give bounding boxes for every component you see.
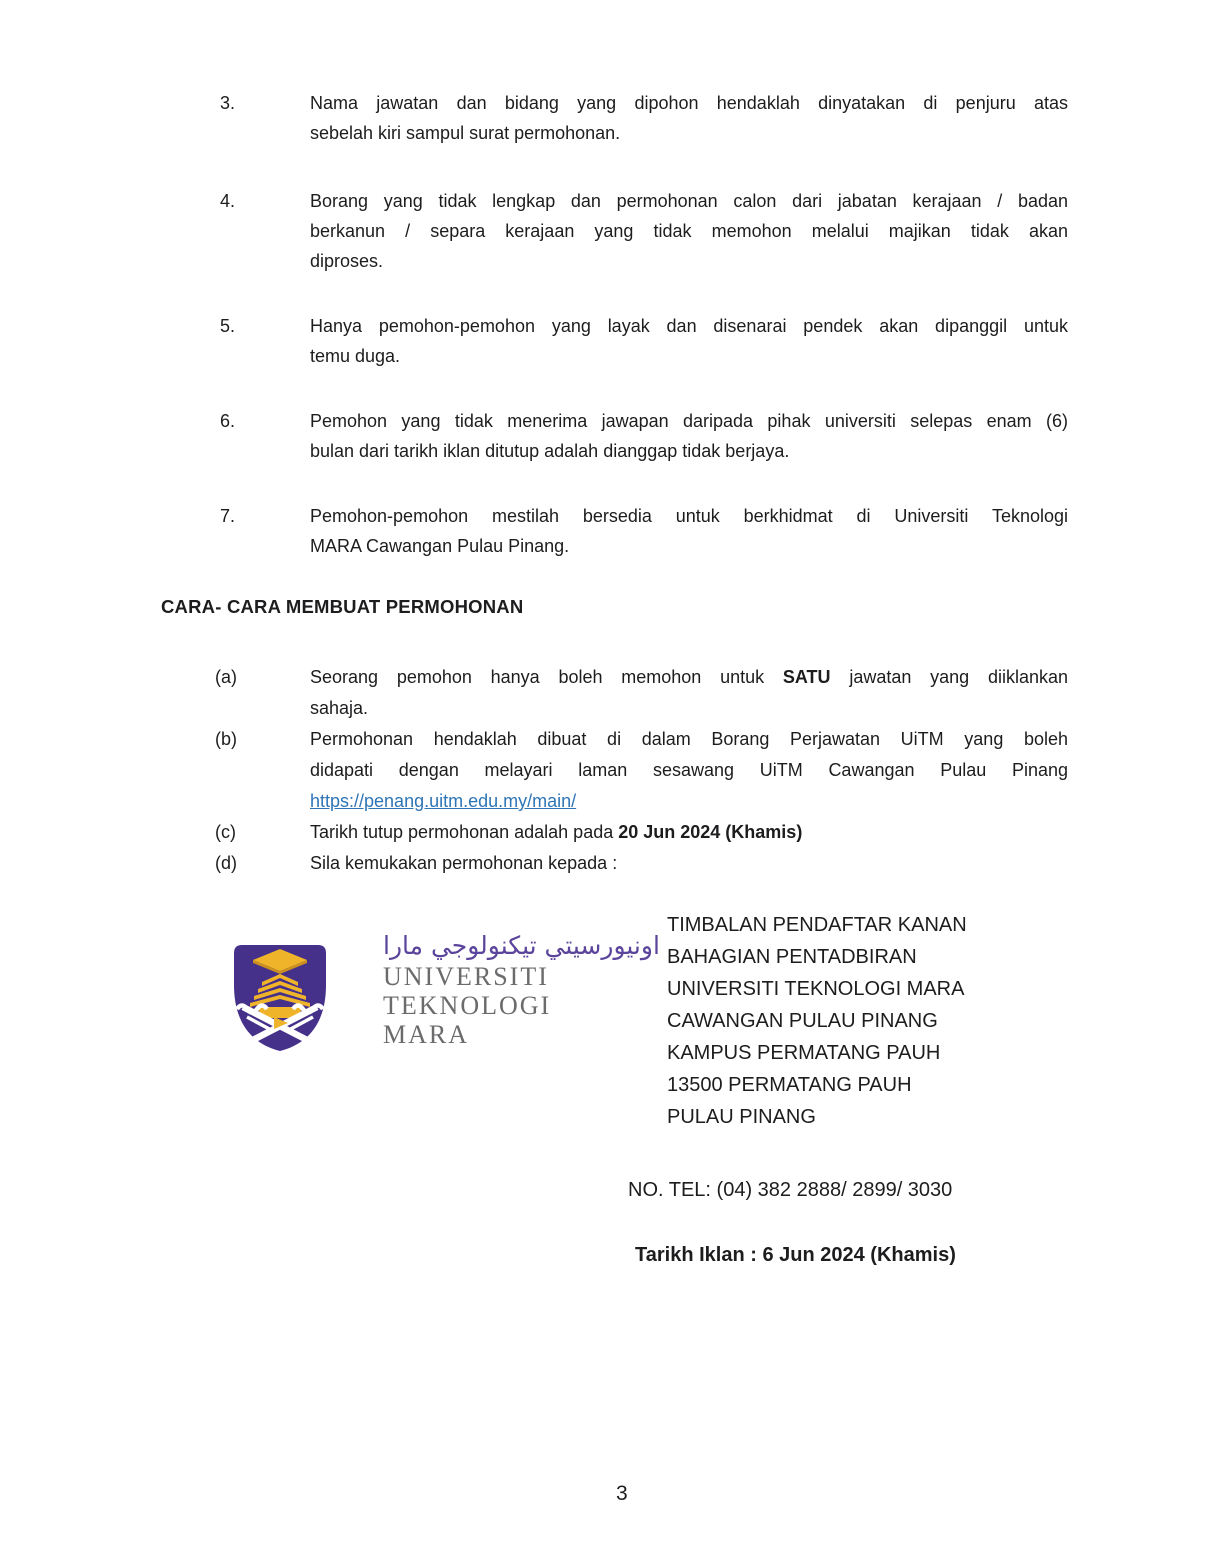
- bold-run: SATU: [782, 667, 831, 687]
- lettered-item: [160, 817, 1068, 848]
- item-line: Sila kemukakan permohonan kepada :: [310, 853, 618, 873]
- item-line: Nama jawatan dan bidang yang dipohon hendaklah dinyatakan di penjuru atas: [310, 93, 1068, 113]
- recipient-address: [667, 909, 967, 1133]
- address-line: TIMBALAN PENDAFTAR KANAN: [667, 914, 967, 936]
- logo-name-line: MARA: [383, 1020, 470, 1049]
- text-run: jawatan yang diiklankan: [830, 667, 1068, 687]
- contact-phone: NO. TEL: (04) 382 2888/ 2899/ 3030: [628, 1179, 953, 1201]
- lettered-item: [160, 662, 1068, 724]
- text-run: Seorang pemohon hanya boleh memohon untuk: [310, 667, 783, 687]
- logo-name-line: UNIVERSITI: [383, 962, 549, 991]
- item-line: didapati dengan melayari laman sesawang UiTM Cawangan Pulau Pinang: [310, 760, 1068, 780]
- item-line: sahaja.: [310, 698, 369, 718]
- address-line: CAWANGAN PULAU PINANG: [667, 1010, 938, 1032]
- item-text: [310, 406, 1068, 466]
- section-heading: CARA- CARA MEMBUAT PERMOHONAN: [161, 596, 524, 617]
- item-text: [310, 817, 1068, 848]
- item-line: MARA Cawangan Pulau Pinang.: [310, 536, 570, 556]
- item-line: bulan dari tarikh iklan ditutup adalah dianggap tidak berjaya.: [310, 441, 790, 461]
- logo-wordmark: [383, 929, 660, 1049]
- item-line: sebelah kiri sampul surat permohonan.: [310, 123, 621, 143]
- item-line: Borang yang tidak lengkap dan permohonan calon dari jabatan kerajaan / badan: [310, 191, 1068, 211]
- item-line: diproses.: [310, 251, 384, 271]
- item-line: Pemohon yang tidak menerima jawapan daripada pihak universiti selepas enam (6): [310, 411, 1068, 431]
- uitm-crest-icon: [225, 941, 335, 1053]
- page-number: 3: [616, 1482, 628, 1505]
- address-line: KAMPUS PERMATANG PAUH: [667, 1042, 941, 1064]
- item-text: [310, 88, 1068, 148]
- item-text: [310, 311, 1068, 371]
- item-text: [310, 724, 1068, 817]
- address-line: 13500 PERMATANG PAUH: [667, 1074, 912, 1096]
- advert-date: Tarikh Iklan : 6 Jun 2024 (Khamis): [635, 1244, 956, 1266]
- item-number: 4.: [220, 191, 236, 211]
- numbered-item: [160, 186, 1068, 276]
- lettered-list: [160, 662, 1068, 879]
- numbered-item: [160, 311, 1068, 371]
- item-text: [310, 662, 1068, 724]
- item-label: (d): [215, 853, 237, 873]
- logo-jawi-text: اونيورسيتي تيكنولوجي مارا: [383, 931, 660, 960]
- item-number: 6.: [220, 411, 236, 431]
- address-line: PULAU PINANG: [667, 1106, 816, 1128]
- item-text: [310, 501, 1068, 561]
- item-line: berkanun / separa kerajaan yang tidak memohon melalui majikan tidak akan: [310, 221, 1068, 241]
- lettered-item: [160, 848, 1068, 879]
- item-number: 5.: [220, 316, 236, 336]
- application-portal-link[interactable]: https://penang.uitm.edu.my/main/: [310, 791, 577, 811]
- item-line: Hanya pemohon-pemohon yang layak dan disenarai pendek akan dipanggil untuk: [310, 316, 1068, 336]
- item-line: [310, 817, 1068, 848]
- closing-date-bold: 20 Jun 2024 (Khamis): [618, 822, 803, 842]
- numbered-list: [160, 88, 1068, 596]
- logo-name-line: TEKNOLOGI: [383, 991, 552, 1020]
- numbered-item: [160, 88, 1068, 148]
- text-run: Tarikh tutup permohonan adalah pada: [310, 822, 619, 842]
- item-label: (b): [215, 729, 237, 749]
- item-line: Pemohon-pemohon mestilah bersedia untuk berkhidmat di Universiti Teknologi: [310, 506, 1068, 526]
- item-line: temu duga.: [310, 346, 401, 366]
- address-line: UNIVERSITI TEKNOLOGI MARA: [667, 978, 965, 1000]
- item-text: [310, 848, 1068, 879]
- item-line: [310, 662, 1068, 693]
- item-text: [310, 186, 1068, 276]
- item-line: Permohonan hendaklah dibuat di dalam Borang Perjawatan UiTM yang boleh: [310, 729, 1068, 749]
- item-label: (a): [215, 667, 237, 687]
- address-line: BAHAGIAN PENTADBIRAN: [667, 946, 917, 968]
- numbered-item: [160, 501, 1068, 561]
- numbered-item: [160, 406, 1068, 466]
- item-number: 7.: [220, 506, 236, 526]
- item-label: (c): [215, 822, 236, 842]
- lettered-item: [160, 724, 1068, 817]
- item-line: [310, 786, 1068, 817]
- item-number: 3.: [220, 93, 236, 113]
